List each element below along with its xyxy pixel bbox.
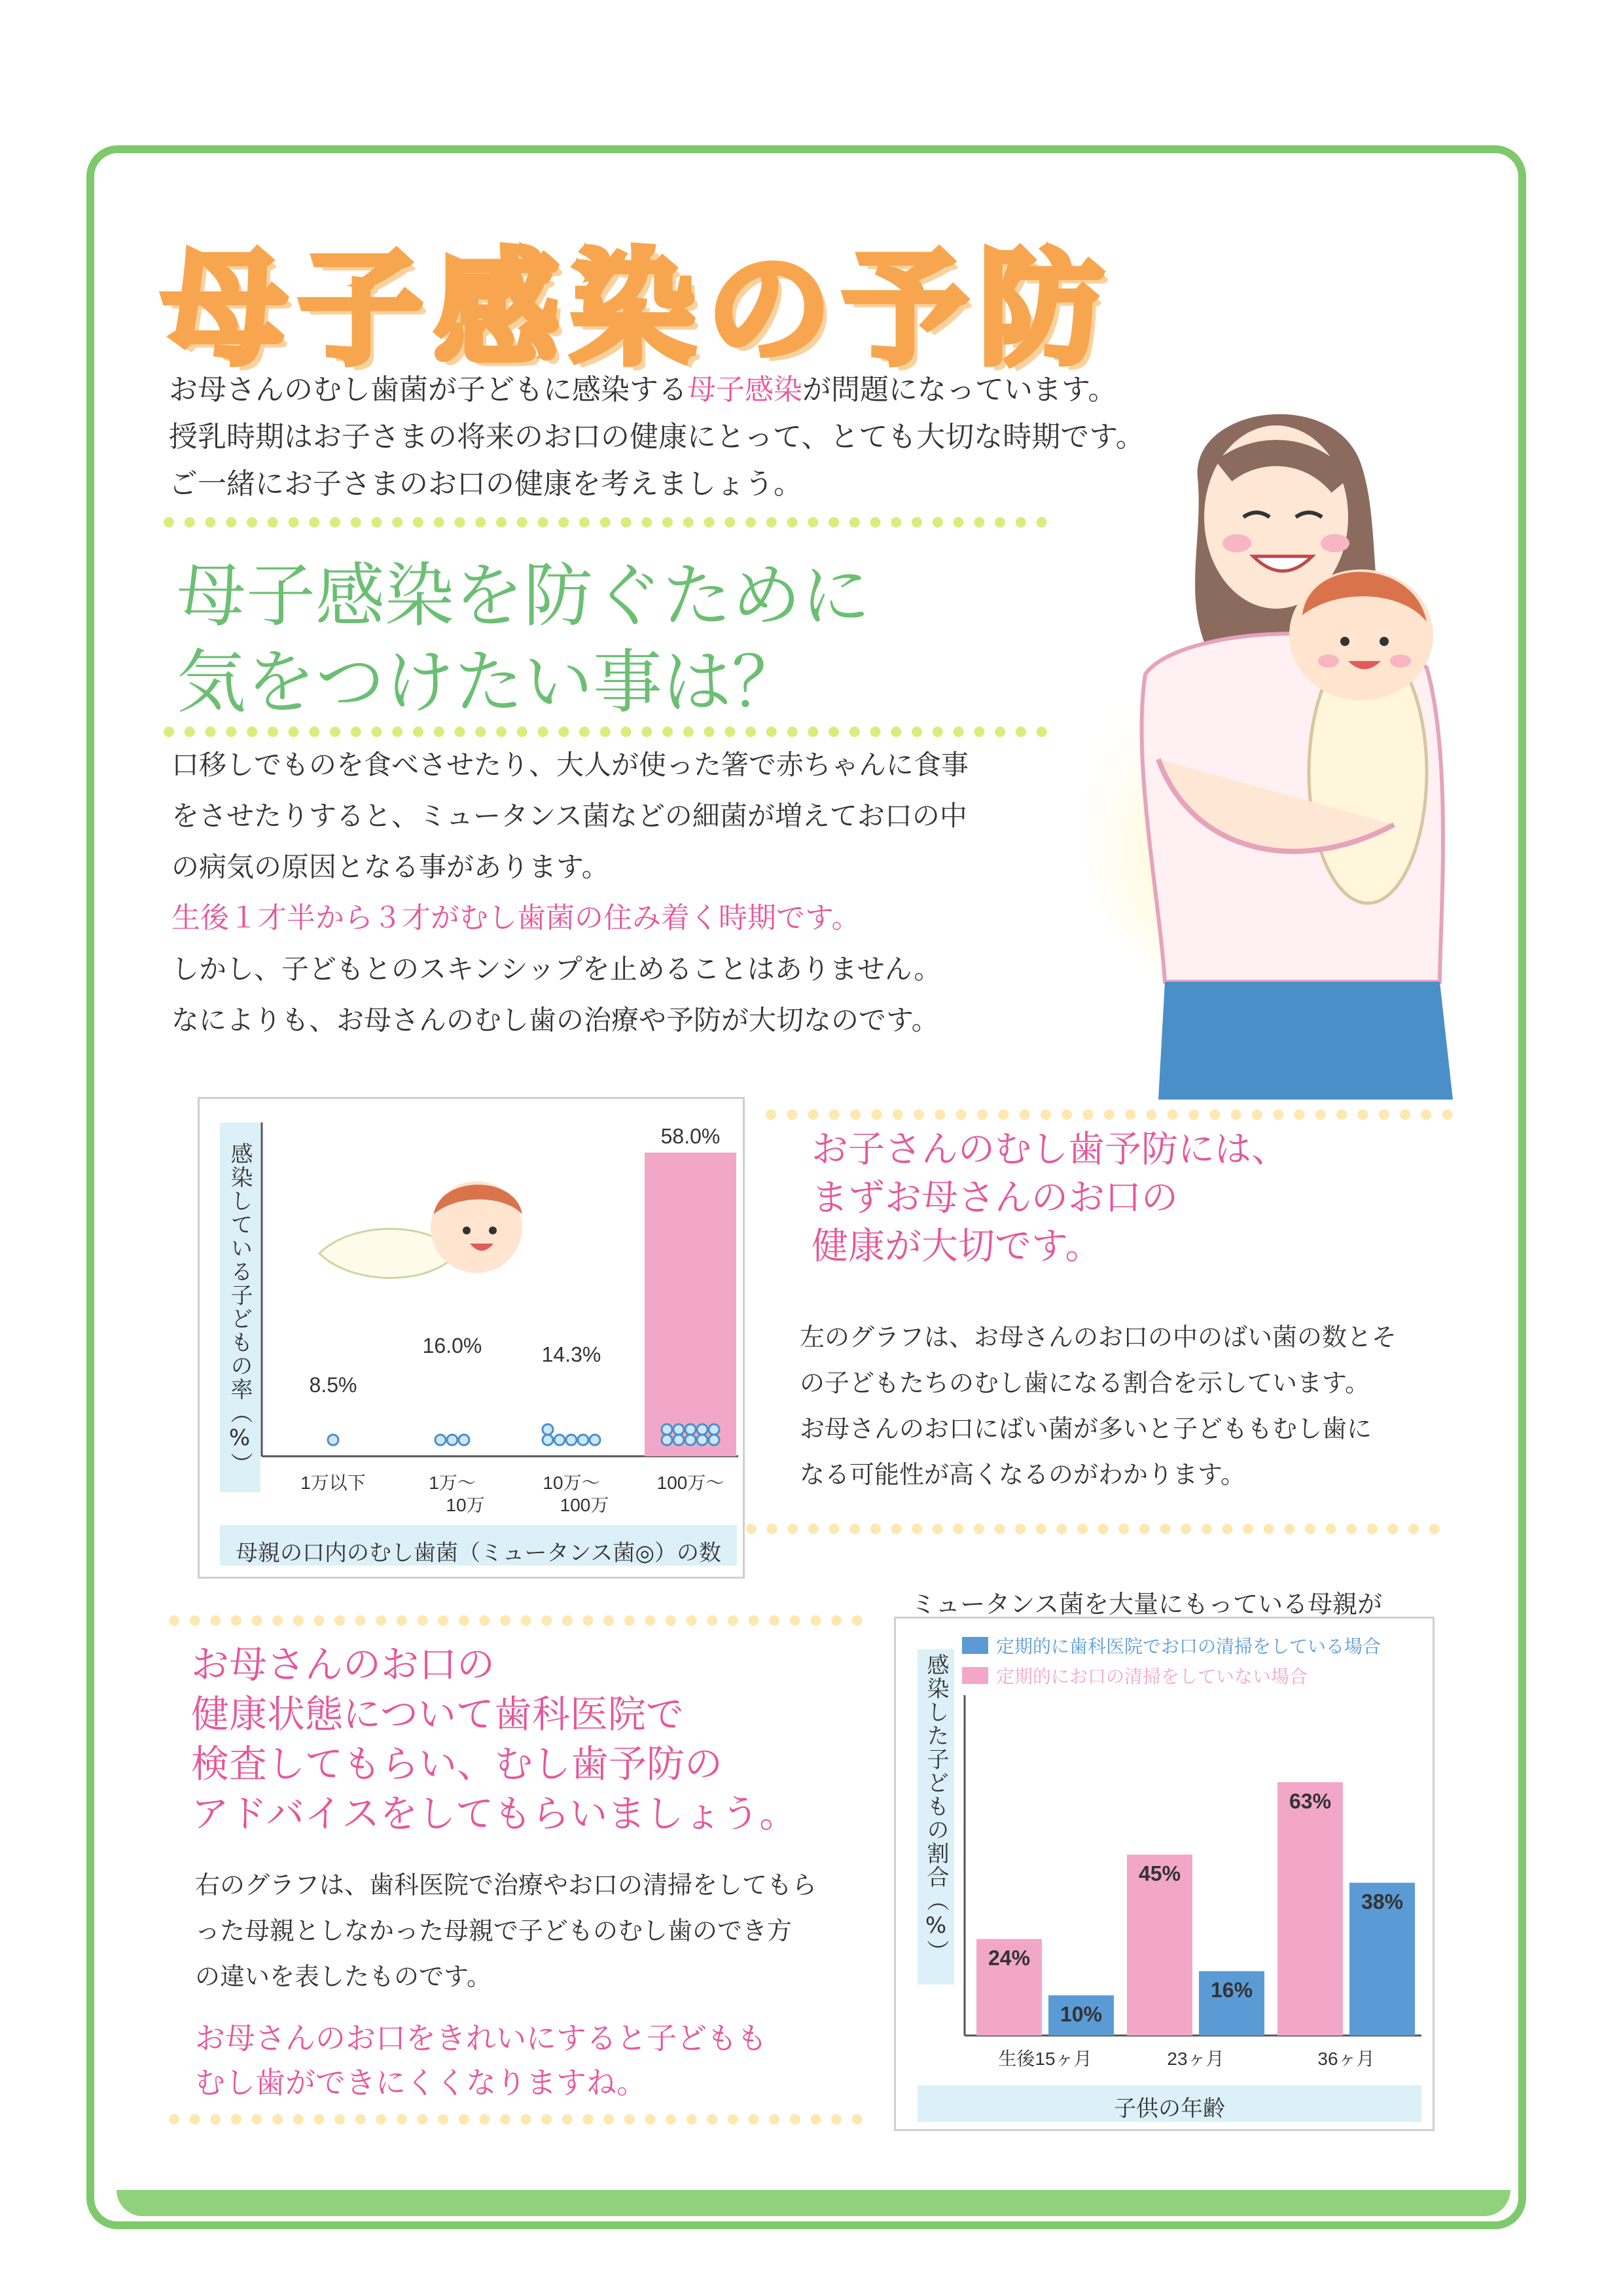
- baby-illustration: [319, 1181, 522, 1278]
- chart-2-tick-label: 36ヶ月: [1317, 2049, 1375, 2069]
- chart-2-value-label: 38%: [1361, 1890, 1404, 1914]
- section-2-body: 左のグラフは、お母さんのお口の中のばい菌の数とそ の子どもたちのむし歯になる割合を示しています。 お母さんのお口にばい菌が多いと子どももむし歯に なる可能性が高くなるのがわかります。: [800, 1323, 1397, 1489]
- mother-baby-illustration: [1086, 393, 1505, 1100]
- intro-line-2: 授乳時期はお子さまの将来のお口の健康にとって、とても大切な時期です。: [169, 420, 1145, 454]
- section-3-lead: お母さんのお口をきれいにすると子どもも むし歯ができにくくなりますね。: [195, 2020, 767, 2100]
- intro-highlight: 母子感染: [687, 373, 802, 406]
- chart-2-ylabel: 感染した子どもの割合（%）: [918, 1649, 954, 1984]
- chart-2-bar-2-0: [1277, 1782, 1343, 2036]
- page-title: 母子感染の予防: [162, 237, 1116, 382]
- intro-text: [169, 367, 1190, 508]
- chart-1-xlabel: 母親の口内のむし歯菌（ミュータンス菌◎）の数: [236, 1540, 721, 1566]
- legend-item-not-cleaned: 定期的にお口の清掃をしていない場合: [962, 1662, 1308, 1689]
- intro-line-1: お母さんのむし歯菌が子どもに感染する母子感染が問題になっています。: [169, 373, 1117, 406]
- chart-1-value-label: 58.0%: [660, 1124, 721, 1148]
- chart-2-value-label: 16%: [1210, 1978, 1253, 2002]
- section-heading: 母子感染を防ぐために 気をつけたい事は？: [177, 556, 870, 723]
- chart-1-tick-label: 100万: [560, 1495, 609, 1515]
- intro-line-3: ご一緒にお子さまのお口の健康を考えましょう。: [169, 467, 802, 501]
- dotted-divider: [169, 1615, 863, 1626]
- chart-1-value-label: 14.3%: [541, 1342, 601, 1367]
- chart-2-xlabel: 子供の年齢: [1114, 2096, 1225, 2122]
- chart-1-bar-2: [543, 1424, 600, 1445]
- chart-2-value-label: 45%: [1138, 1861, 1181, 1886]
- highlight-text: 生後１才半から３才がむし歯菌の住み着く時期です。: [171, 901, 861, 935]
- chart-1-value-label: 8.5%: [309, 1373, 357, 1397]
- dotted-divider: [746, 1524, 1440, 1534]
- section-3-heading: お母さんのお口の 健康状態について歯科医院で 検査してもらい、むし歯予防の アドバイスをしてもらいましょう。: [191, 1642, 798, 1836]
- chart-1-ylabel: 感染している子どもの率（%）: [226, 1142, 253, 1476]
- chart-2-value-label: 10%: [1060, 2002, 1103, 2026]
- chart-1-tick-label: 1万～: [429, 1473, 476, 1493]
- section-2-heading: お子さんのむし歯予防には、 まずお母さんのお口の 健康が大切です。: [812, 1128, 1288, 1268]
- legend-swatch-pink: [962, 1667, 988, 1684]
- dotted-divider: [164, 517, 1047, 528]
- chart-1-bar-1: [435, 1435, 469, 1445]
- chart-2-value-label: 24%: [988, 1946, 1031, 1970]
- chart-1-bar-3: [645, 1153, 736, 1456]
- chart-1-tick-label: 100万～: [656, 1473, 724, 1493]
- chart-2-value-label: 63%: [1289, 1789, 1332, 1813]
- dotted-divider: [169, 2114, 863, 2125]
- chart-1-tick-label: 10万～: [543, 1473, 600, 1493]
- frame-shadow: [116, 2190, 1510, 2216]
- chart-1-tick-label: 10万: [446, 1495, 485, 1515]
- chart-2-tick-label: 生後15ヶ月: [998, 2049, 1092, 2069]
- dotted-divider: [164, 726, 1047, 737]
- chart-2-title: ミュータンス菌を大量にもっている母親が: [911, 1590, 1383, 1619]
- chart-1: [260, 1122, 738, 1525]
- chart-1-value-label: 16.0%: [422, 1334, 482, 1357]
- section-body: 口移しでものを食べさせたり、大人が使った箸で赤ちゃんに食事 をさせたりすると、ミュータンス菌などの細菌が増えてお口の中 の病気の原因となる事があります。 生後１才半から３才がむし歯菌の住み着く時期です。 しかし、子どもとのスキンシップを止めることはありません。 なによりも、お母さんのむし歯の治療や予防が大切なのです。: [171, 740, 1114, 1046]
- dotted-divider: [766, 1109, 1453, 1120]
- chart-1-tick-label: 1万以下: [300, 1473, 366, 1493]
- chart-1-bar-0: [328, 1435, 338, 1445]
- chart-2: [963, 1695, 1421, 2088]
- section-3-body: 右のグラフは、歯科医院で治療やお口の清掃をしてもら った母親としなかった母親で子どものむし歯のでき方 の違いを表したものです。: [195, 1871, 817, 1991]
- chart-2-tick-label: 23ヶ月: [1167, 2049, 1224, 2069]
- legend-swatch-blue: [962, 1637, 988, 1654]
- legend-item-cleaned: 定期的に歯科医院でお口の清掃をしている場合: [962, 1632, 1381, 1659]
